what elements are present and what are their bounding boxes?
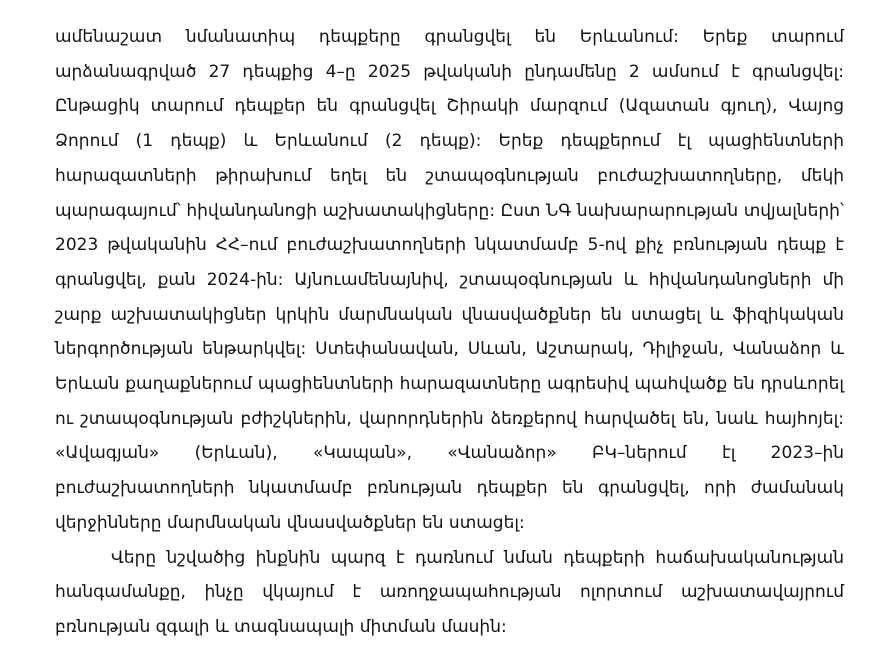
paragraph-1: ամենաշատ նմանատիպ դեպքերը գրանցվել են Երևանում: Երեք տարում արձանագրված 27 դեպքից 4–ը 2025 թվականի ընդամենը 2 ամսում է գրանցվել: Ընթացիկ տարում դեպքեր են գրանցվել Շիրակի մարզում (Ազատան գյուղ), Վայոց Ձորում (1 դեպք) և Երևանում (2 դեպք): Երեք դեպքերում էլ պացիենտների հարազատների թիրախում եղել են շտապօգնության բուժաշխատողները, մեկի պարագայում՝ հիվանդանոցի աշխատակիցները: Ըստ ՆԳ նախարարության տվյալների՝ 2023 թվականին ՀՀ–ում բուժաշխատողների նկատմամբ 5-ով քիչ բռնության դեպք է գրանցվել, քան 2024-ին: Այնուամենայնիվ, շտապօգնության և հիվանդանոցների մի շարք աշխատակիցներ կրկին մարմնական վնասվածքներ են ստացել և ֆիզիկական ներգործության ենթարկվել: Ստեփանավան, Սևան, Աշտարակ, Դիլիջան, Վանաձոր և Երևան քաղաքներում պացիենտների հարազատները ագրեսիվ պահվածք են դրսևորել ու շտապօգնության բժիշկներին, վարորդներին ձեռքերով հարվածել են, նաև հայհոյել: «Ավագյան» (Երևան), «Կապան», «Վանաձոր» ԲԿ–ներում էլ 2023–ին բուժաշխատողների նկատմամբ բռնության դեպքեր են գրանցվել, որի ժամանակ վերջինները մարմնական վնասվածքներ են ստացել: bbox=[55, 27, 844, 533]
paragraph-2: Վերը նշվածից ինքնին պարզ է դառնում նման դեպքերի հաճախականության հանգամանքը, ինչը վկայում է առողջապահության ոլորտում աշխատավայրում բռնության զգալի և տագնապալի միտման մասին: bbox=[55, 547, 844, 637]
document-page bbox=[55, 20, 844, 645]
